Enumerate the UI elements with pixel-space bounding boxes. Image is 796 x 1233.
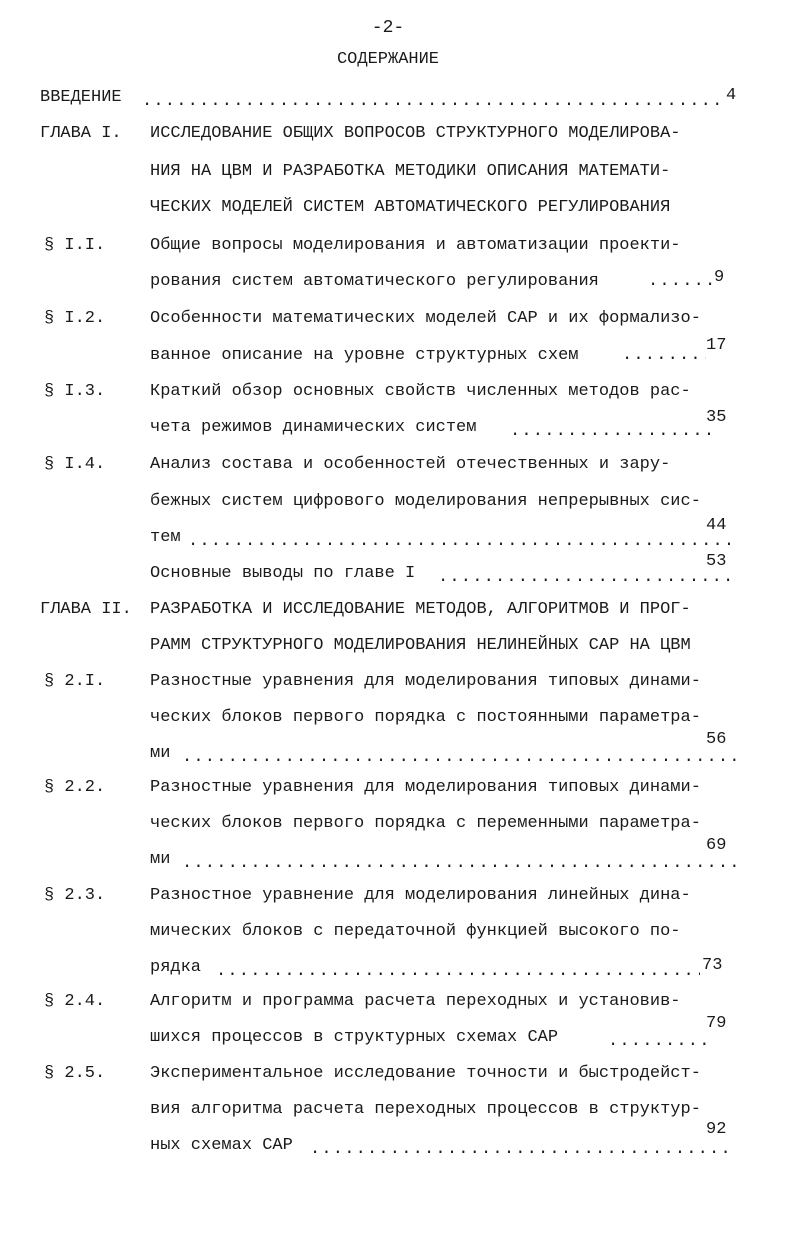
section-title-line: ческих блоков первого порядка с переменными параметра-: [150, 814, 701, 833]
chapter2-label: ГЛАВА II.: [40, 600, 132, 619]
chapter1-title-line: ИССЛЕДОВАНИЕ ОБЩИХ ВОПРОСОВ СТРУКТУРНОГО МОДЕЛИРОВА-: [150, 124, 681, 143]
section-title-line: ванное описание на уровне структурных схем: [150, 346, 579, 365]
page-title: СОДЕРЖАНИЕ: [336, 50, 440, 69]
section-title-line: Особенности математических моделей САР и их формализо-: [150, 309, 701, 328]
leader-dots: [310, 1138, 736, 1162]
leader-dots: [510, 420, 710, 444]
section-label: § 2.I.: [44, 672, 106, 691]
section-title-line: рядка: [150, 958, 202, 977]
section-title-line: Разностные уравнения для моделирования типовых динами-: [150, 778, 701, 797]
conclusions-text: Основные выводы по главе I: [150, 564, 416, 583]
section-label: § 2.2.: [44, 778, 106, 797]
chapter1-label: ГЛАВА I.: [40, 124, 122, 143]
section-title-line: рования систем автоматического регулирования: [150, 272, 599, 291]
section-title-line: тем: [150, 528, 181, 547]
section-title-line: Анализ состава и особенностей отечественных и зару-: [150, 455, 671, 474]
section-title-line: шихся процессов в структурных схемах САР: [150, 1028, 559, 1047]
leader-dots: [216, 960, 700, 984]
section-title-line: Общие вопросы моделирования и автоматизации проекти-: [150, 236, 681, 255]
leader-dots: [182, 852, 736, 876]
section-title-line: Краткий обзор основных свойств численных методов рас-: [150, 382, 691, 401]
section-page: 79: [706, 1014, 727, 1033]
section-title-line: Разностное уравнение для моделирования линейных дина-: [150, 886, 691, 905]
conclusions-page: 53: [706, 552, 727, 571]
section-label: § 2.5.: [44, 1064, 106, 1083]
section-page: 56: [706, 730, 727, 749]
section-page: 44: [706, 516, 727, 535]
section-label: § I.4.: [44, 455, 106, 474]
section-title-line: Экспериментальное исследование точности и быстродейст-: [150, 1064, 701, 1083]
section-page: 9: [714, 268, 725, 287]
leader-dots: [188, 530, 736, 554]
leader-dots: [142, 90, 720, 114]
section-title-line: Разностные уравнения для моделирования типовых динами-: [150, 672, 701, 691]
section-page: 35: [706, 408, 727, 427]
chapter1-title-line: ЧЕСКИХ МОДЕЛЕЙ СИСТЕМ АВТОМАТИЧЕСКОГО РЕГУЛИРОВАНИЯ: [150, 198, 671, 217]
section-page: 73: [702, 956, 723, 975]
leader-dots: [438, 566, 736, 590]
section-title-line: Алгоритм и программа расчета переходных и установив-: [150, 992, 681, 1011]
section-label: § 2.4.: [44, 992, 106, 1011]
leader-dots: [182, 746, 736, 770]
section-label: § 2.3.: [44, 886, 106, 905]
chapter2-title-line: РАЗРАБОТКА И ИССЛЕДОВАНИЕ МЕТОДОВ, АЛГОРИТМОВ И ПРОГ-: [150, 600, 691, 619]
page-number: -2-: [371, 18, 405, 38]
leader-dots: [648, 270, 712, 294]
toc-intro-page: 4: [726, 86, 737, 105]
section-label: § I.3.: [44, 382, 106, 401]
section-title-line: ных схемах САР: [150, 1136, 293, 1155]
section-label: § I.I.: [44, 236, 106, 255]
toc-intro-label: ВВЕДЕНИЕ: [40, 88, 122, 107]
section-page: 92: [706, 1120, 727, 1139]
section-title-line: ми: [150, 744, 171, 763]
section-label: § I.2.: [44, 309, 106, 328]
leader-dots: [622, 344, 706, 368]
section-title-line: вия алгоритма расчета переходных процессов в структур-: [150, 1100, 701, 1119]
section-title-line: мических блоков с передаточной функцией высокого по-: [150, 922, 681, 941]
section-title-line: ческих блоков первого порядка с постоянными параметра-: [150, 708, 701, 727]
leader-dots: [608, 1030, 712, 1054]
section-page: 69: [706, 836, 727, 855]
section-title-line: бежных систем цифрового моделирования непрерывных сис-: [150, 492, 701, 511]
chapter2-title-line: РАММ СТРУКТУРНОГО МОДЕЛИРОВАНИЯ НЕЛИНЕЙНЫХ САР НА ЦВМ: [150, 636, 691, 655]
chapter1-title-line: НИЯ НА ЦВМ И РАЗРАБОТКА МЕТОДИКИ ОПИСАНИЯ МАТЕМАТИ-: [150, 162, 671, 181]
section-page: 17: [706, 336, 727, 355]
section-title-line: чета режимов динамических систем: [150, 418, 477, 437]
section-title-line: ми: [150, 850, 171, 869]
